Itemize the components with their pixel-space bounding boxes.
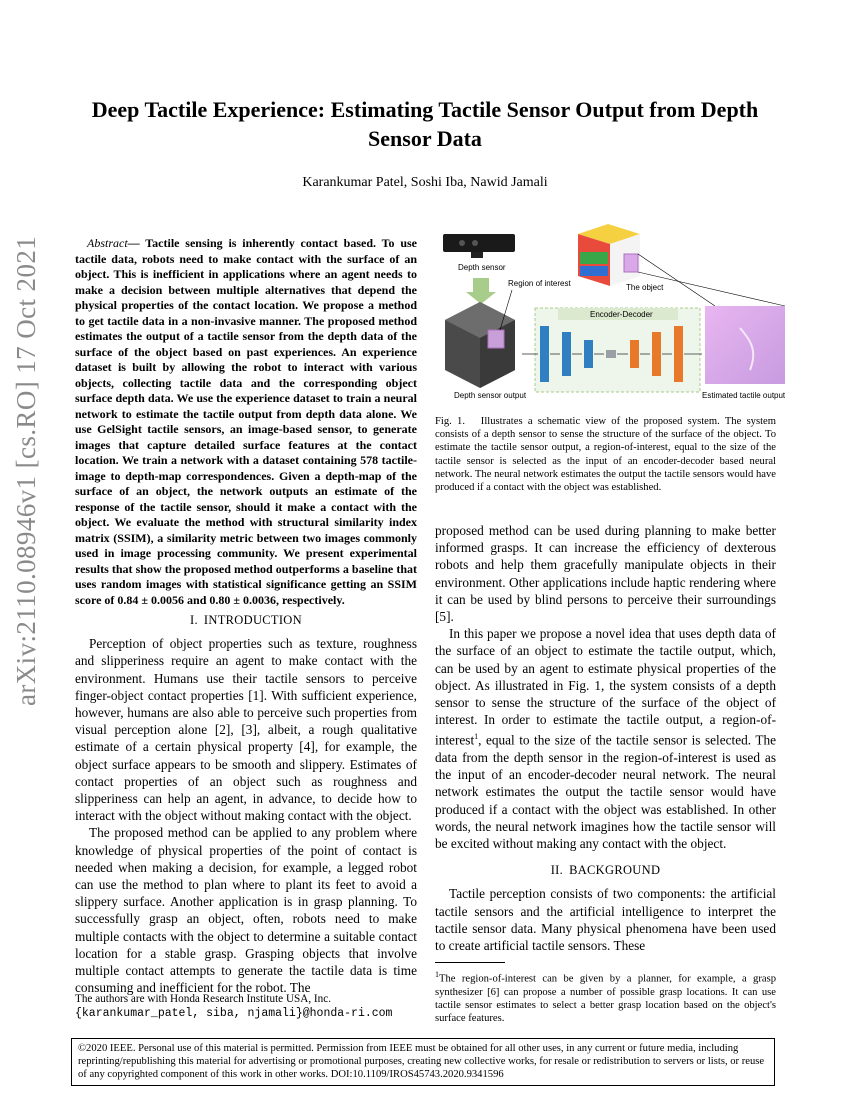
estimated-tactile-image — [705, 306, 785, 384]
label-encoder-decoder: Encoder-Decoder — [590, 310, 653, 319]
abstract-text: — Tactile sensing is inherently contact based. To use tactile data, robots need to make contact with the surface of an object. This is inefficient in applications where an agent needs to make a decision between multiple alternatives that depend the physical properties of the contact location. We propose a method to get tactile data in a non-invasive manner. The proposed method estimates the output of a tactile sensor from the depth data of the surface of the object based on past experiences. An experience dataset is built by allowing the robot to interact with various objects, collecting tactile data and the corresponding object surface depth data. We use the experience dataset to train a neural network to estimate the tactile output from depth data alone. We use GelSight tactile sensors, an image-based sensor, to generate images that capture detailed surface features at the contact location. We train a network with a dataset containing 578 tactile-image to depth-map correspondences. Given a depth-map of the surface of an object, the network outputs an estimate of the response of the tactile sensor, should it make a contact with the object. We evaluate the method with structural similarity index matrix (SSIM), a similarity metric between two images commonly used in image processing community. We present experimental results that show the proposed method outperforms a baseline that uses random images with statistical significance getting an SSIM score of 0.84 ± 0.0056 and 0.80 ± 0.0036, respectively. — [75, 236, 417, 607]
paragraph-text-a: In this paper we propose a novel idea that uses depth data of the surface of an object to estimate the tactile output, which, can be used by an agent to estimate physical properties of the object. As illustrated in Fig. 1, the system consists of a depth sensor to sense the structure of the surface of the object of interest. In order to estimate the tactile output, a region-of-interest — [435, 626, 776, 748]
background-paragraph-1: Tactile perception consists of two components: the artificial tactile sensors and the artificial intelligence to interpret the tactile sensor data. Many physical phenomena have been used to create artificial tactile sensors. These — [435, 886, 776, 954]
encoder-layer — [540, 326, 549, 382]
section-title: INTRODUCTION — [203, 613, 302, 627]
down-arrow-icon — [466, 278, 496, 304]
affiliation-email: {karankumar_patel, siba, njamali}@honda-ri.com — [75, 1007, 393, 1020]
affiliation-text: The authors are with Honda Research Institute USA, Inc. — [75, 993, 331, 1005]
abstract — [75, 236, 417, 608]
label-region-of-interest: Region of interest — [508, 279, 571, 288]
decoder-layer — [674, 326, 683, 382]
label-the-object: The object — [626, 283, 664, 292]
decoder-layer — [652, 332, 661, 376]
section-heading-introduction — [75, 612, 417, 629]
intro-paragraph-2: The proposed method can be applied to any problem where knowledge of physical properties of the point of contact is needed when making a decision, for example, a legged robot can use the method to plan where to plant its feet to avoid a slippery surface. Another application is in grasp planning. To successfully grasp an object, often, robots need to make multiple contacts with the object to determine a suitable contact location for a stable grasp. Grasping objects that involve multiple contact attempts to generate the tactile data is time consuming and inefficient for the robot. The — [75, 825, 417, 996]
decoder-layer — [630, 340, 639, 368]
footnote — [435, 968, 776, 1026]
right-column — [435, 522, 776, 954]
footnote-number: 1 — [435, 970, 439, 979]
system-schematic — [440, 220, 785, 405]
abstract-label: Abstract — [87, 236, 128, 250]
section-number: II. — [550, 863, 564, 878]
figure-1 — [440, 220, 785, 405]
intro-paragraph-3 — [435, 625, 776, 852]
copyright-notice: ©2020 IEEE. Personal use of this material is permitted. Permission from IEEE must be obtained for all other uses, in any current or future media, including reprinting/republishing this material for advertising or promotional purposes, creating new collective works, for resale or redistribution to servers or lists, or reuse of any copyrighted component of this work in other works. DOI:10.1109/IROS45743.2020.9341596 — [71, 1038, 775, 1086]
intro-paragraph-1: Perception of object properties such as texture, roughness and slipperiness require an agent to make contact with the environment. Humans use their tactile sensors to perceive finger-object contact properties [1]. With sufficient experience, however, humans are also able to perceive such properties from visual perception alone [2], [3], albeit, a rough qualitative estimate of a certain physical property [4], for example, the object surface appears to be smooth and slippery. Estimates of contact properties of an object such as roughness and slipperiness can help an agent, in advance, to decide how to interact with the object without making contact with the object. — [75, 636, 417, 824]
object-rubiks-cube — [578, 224, 640, 286]
label-depth-sensor-output: Depth sensor output — [454, 391, 527, 400]
depth-sensor-icon — [443, 234, 515, 258]
left-column — [75, 236, 417, 996]
label-depth-sensor: Depth sensor — [458, 263, 506, 272]
figure-caption — [435, 415, 776, 494]
section-heading-background — [435, 862, 776, 879]
section-title: BACKGROUND — [569, 863, 661, 878]
section-number: I. — [190, 613, 198, 627]
encoder-layer — [584, 340, 593, 368]
arxiv-identifier-stamp: arXiv:2110.08946v1 [cs.RO] 17 Oct 2021 — [11, 235, 41, 706]
encoder-layer — [562, 332, 571, 376]
author-affiliation — [75, 992, 417, 1021]
projection-line-top — [638, 254, 715, 306]
intro-continuation: proposed method can be used during planning to make better informed grasps. It can increase the efficiency of dexterous robots and help them gracefully manipulate objects in their environment. Other applications include haptic rendering where it can be used by blind persons to perceive their surroundings [5]. — [435, 523, 776, 625]
footnote-text: The region-of-interest can be given by a planner, for example, a grasp synthesizer [6] can propose a number of possible grasp locations. It can use tactile sensor estimates to select a better grasp location based on the object's surface features. — [435, 973, 776, 1025]
author-list: Karankumar Patel, Soshi Iba, Nawid Jamali — [302, 175, 548, 190]
footnote-divider — [435, 962, 505, 963]
footnote-marker: 1 — [474, 732, 479, 742]
paper-title: Deep Tactile Experience: Estimating Tactile Sensor Output from Depth Sensor Data — [91, 97, 759, 151]
figure-caption-text: Illustrates a schematic view of the proposed system. The system consists of a depth sensor to sense the structure of the surface of the object. To estimate the tactile sensor output, a region-of-interest, equal to the size of the tactile sensor is selected as the input of an encoder-decoder based neural network. The neural network estimates the output the tactile sensors would have produced if a contact with the object was established. — [435, 416, 776, 494]
figure-caption-label: Fig. 1. — [435, 416, 465, 427]
bottleneck-layer — [606, 350, 616, 358]
paragraph-text-b: , equal to the size of the tactile sensor is selected. The data from the depth sensor in the region-of-interest is used as the input of an encoder-decoder neural network. The neural network estimates the output the tactile sensor would have produced if a contact with the object was established. In other words, the neural network imagines how the tactile sensor will be excited without making any contact with the object. — [435, 732, 776, 852]
label-estimated-tactile-output: Estimated tactile output — [702, 391, 785, 400]
